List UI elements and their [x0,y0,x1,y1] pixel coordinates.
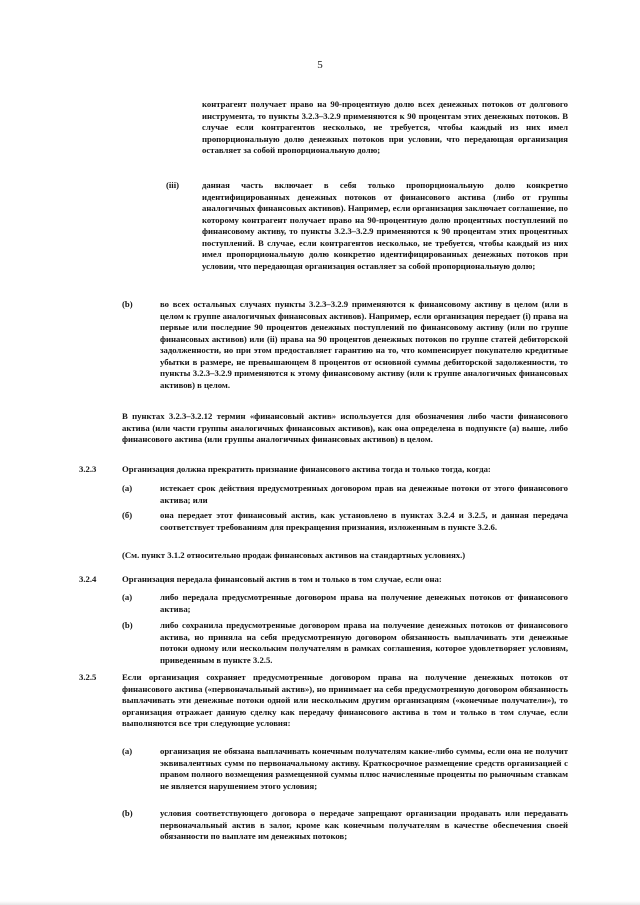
section-number-3-2-3: 3.2.3 [79,464,97,474]
section-3-2-3-text: Организация должна прекратить признание финансового актива тогда и только тогда, когда: [122,464,491,474]
scan-edge [0,901,640,905]
section-number-3-2-5: 3.2.5 [79,672,97,682]
item-iii-label: (iii) [166,180,180,190]
section-3-2-5-text: Если организация сохраняет предусмотренные договором права на получение денежных потоков от финансового актива («первоначальный актив»), но принимает на себя предусмотренную договором обязанность выплачивать эти денежные потоки одной или нескольким другим организациям («конечные получатели»), то организация отражает данную сделку как передачу финансового актива в том и только в том случае, если выполняются все три следующие условия: [122,672,568,728]
section-3-2-5-a-text: организация не обязана выплачивать конечным получателям какие-либо суммы, если она не получит эквивалентных сумм по первоначальному активу. Краткосрочное размещение средств организацией с правом полного возмещения размещенной суммы плюс начисленные проценты по рыночным ставкам не является нарушением этого условия; [160,746,568,791]
section-3-2-5-b-text: условия соответствующего договора о передаче запрещают организации продавать или передавать первоначальный актив в залог, кроме как конечным получателям в качестве обеспечения своей обязанности по выплате им денежных потоков; [160,808,568,841]
section-3-2-3-note: (См. пункт 3.1.2 относительно продаж финансовых активов на стандартных условиях.) [122,550,466,560]
term-paragraph: В пунктах 3.2.3–3.2.12 термин «финансовый актив» используется для обозначения либо части финансового актива (или части группы аналогичных финансовых активов), как она определена в подпункте (а) выше, либо финансового актива (или группы аналогичных финансовых активов) в целом. [122,411,568,444]
section-3-2-4-b-label: (b) [122,620,133,630]
page-number: 5 [317,59,323,71]
item-b-text: во всех остальных случаях пункты 3.2.3–3.2.9 применяются к финансовому активу в целом (или в целом к группе аналогичных финансовых активов). Например, если организация передает (i) права на первые или последние 90 процентов денежных поступлений по финансовому активу (или по группе финансовых активов) или (ii) права на 90 процентов денежных потоков по группе статей дебиторской задолженности, но при этом предоставляет гарантию на то, что компенсирует покупателю кредитные убытки в размере, не превышающем 8 процентов от основной суммы дебиторской задолженности, то пункты 3.2.3–3.2.9 применяются к этому финансовому активу (или к группе аналогичных финансовых активов) в целом. [160,299,568,390]
section-3-2-4-a-text: либо передала предусмотренные договором права на получение денежных потоков от финансового актива; [160,592,568,614]
section-3-2-4-text: Организация передала финансовый актив в том и только в том случае, если она: [122,574,442,584]
section-3-2-3-b-text: она передает этот финансовый актив, как установлено в пунктах 3.2.4 и 3.2.5, и данная передача соответствует требованиям для прекращения признания, изложенным в пункте 3.2.6. [160,510,568,532]
section-3-2-5-a-label: (а) [122,746,133,756]
section-number-3-2-4: 3.2.4 [79,574,97,584]
item-b-label: (b) [122,299,133,309]
item-iii-text: данная часть включает в себя только пропорциональную долю конкретно идентифицированных денежных потоков от финансового актива (либо от группы аналогичных финансовых активов). Например, если организация заключает соглашение, по которому контрагент получает право на 90-процентную долю процентных поступлений по финансовому активу, то пункты 3.2.3–3.2.9 применяются к 90 процентам этих процентных поступлений. В случае, если контрагентов несколько, не требуется, чтобы каждый из них имел пропорциональную долю конкретно идентифицированных денежных потоков при условии, что передающая организация оставляет за собой пропорциональную долю; [202,180,568,271]
section-3-2-4-a-label: (а) [122,592,133,602]
section-3-2-5-b-label: (b) [122,808,133,818]
intro-continuation: контрагент получает право на 90-процентную долю всех денежных потоков от долгового инструмента, то пункты 3.2.3–3.2.9 применяются к 90 процентам этих денежных потоков. В случае если контрагентов несколько, не требуется, чтобы каждый из них имел пропорциональную долю денежных потоков при условии, что передающая организация оставляет за собой пропорциональную долю; [202,99,568,155]
section-3-2-3-a-text: истекает срок действия предусмотренных договором прав на денежные потоки от этого финансового актива; или [160,483,568,505]
section-3-2-3-a-label: (а) [122,483,133,493]
section-3-2-3-b-label: (б) [122,510,133,520]
section-3-2-4-b-text: либо сохранила предусмотренные договором права на получение денежных потоков от финансового актива, но приняла на себя предусмотренную договором обязанность выплачивать эти денежные потоки одному или нескольким получателям в рамках соглашения, которое удовлетворяет условиям, приведенным в пункте 3.2.5. [160,620,568,665]
